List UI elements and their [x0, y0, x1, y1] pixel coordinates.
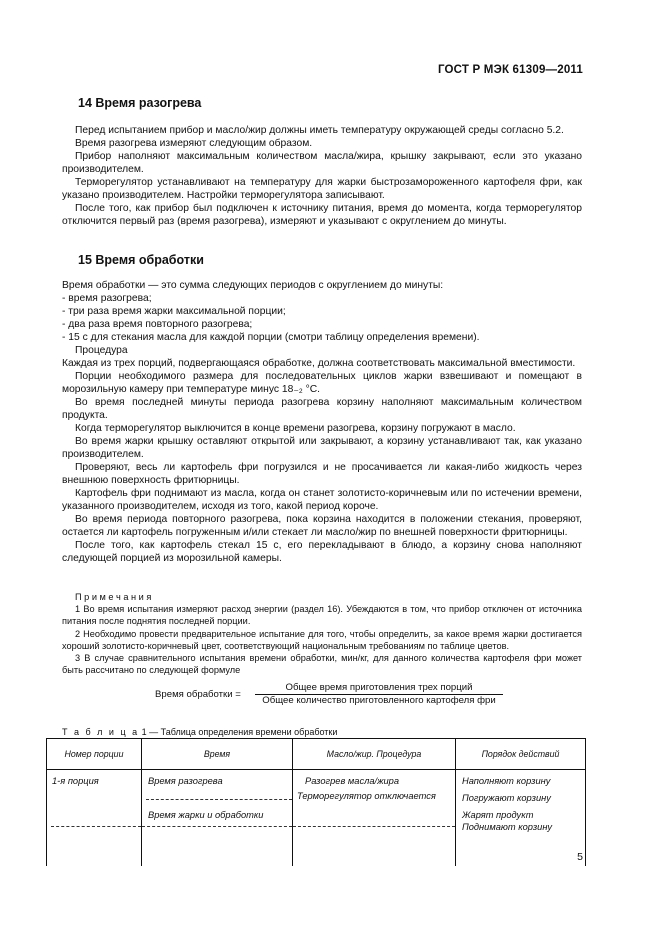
note-1: 1 Во время испытания измеряют расход энергии (раздел 16). Убеждаются в том, что прибор отключен от источника питания после поднятия последней порции. [62, 604, 582, 627]
note-2: 2 Необходимо провести предварительное испытание для того, чтобы определить, за какое время жарки достигается хороший золотисто-коричневый цвет, соответствующий национальным требованиям по таблице цветов. [62, 628, 582, 651]
document-header: ГОСТ Р МЭК 61309—2011 [437, 64, 583, 76]
action-immerse-basket: Погружают корзину [462, 793, 551, 803]
action-lift-basket: Поднимают корзину [462, 822, 553, 832]
col-header-time: Время [142, 739, 293, 770]
s14-para-5: После того, как прибор был подключен к источнику питания, время до момента, когда терморегулятор отключится первый раз (время разогрева), измеряют и указывают с округлением до минуты. [62, 203, 582, 227]
page-number: 5 [577, 851, 583, 863]
s15-para: Когда терморегулятор выключится в конце времени разогрева, корзину погружают в масло. [75, 423, 516, 434]
timing-table [46, 738, 586, 866]
table-row [47, 770, 586, 867]
s15-intro: Время обработки — это сумма следующих периодов с округлением до минуты: [62, 280, 444, 291]
section-15-body [62, 279, 582, 565]
s15-para: Картофель фри поднимают из масла, когда он станет золотисто-коричневым или по истечении времени, указанного производителем, исходя из того, какой период короче. [62, 488, 582, 512]
formula-numerator: Общее время приготовления трех порций [285, 682, 473, 693]
s15-para: После того, как картофель стекал 15 с, его перекладывают в блюдо, а корзину снова наполняют следующей порцией из морозильной камеры. [62, 540, 582, 564]
formula-denominator: Общее количество приготовленного картофеля фри [262, 695, 496, 706]
s15-para: Проверяют, весь ли картофель фри погрузился и не просачивается ли какая-либо жидкость через внешнюю поверхность фритюрницы. [62, 462, 582, 486]
cell-time [142, 770, 293, 867]
action-fry-product: Жарят продукт [462, 810, 534, 820]
col-header-actions: Порядок действий [456, 739, 586, 770]
s14-para-3: Прибор наполняют максимальным количеством масла/жира, крышку закрывают, если это указано производителем. [62, 151, 582, 175]
s14-para-4: Терморегулятор устанавливают на температуру для жарки быстрозамороженного картофеля фри, как указано производителем. Настройки терморегулятора записывают. [62, 177, 582, 201]
s15-list-item: - 15 с для стекания масла для каждой порции (смотри таблицу определения времени). [62, 332, 480, 343]
col-header-portion: Номер порции [47, 739, 142, 770]
dashed-divider [142, 826, 292, 827]
s15-list-item: - три раза время жарки максимальной порции; [62, 306, 286, 317]
cell-actions [456, 770, 586, 867]
dashed-divider [293, 826, 455, 827]
s15-para: Во время жарки крышку оставляют открытой или закрывают, а корзину устанавливают так, как указано производителем. [62, 436, 582, 460]
formula [155, 683, 515, 709]
notes-block [62, 591, 582, 676]
time-frying: Время жарки и обработки [148, 810, 264, 820]
cell-portion [47, 770, 142, 867]
table-caption [62, 727, 337, 737]
col-header-oil: Масло/жир. Процедура [293, 739, 456, 770]
s14-para-1: Перед испытанием прибор и масло/жир должны иметь температуру окружающей среды согласно 5.2. [75, 125, 564, 136]
s14-para-2: Время разогрева измеряют следующим образом. [75, 138, 313, 149]
table-caption-text: 1 — Таблица определения времени обработки [139, 727, 338, 737]
section-14-body [62, 124, 582, 228]
s15-para: Во время периода повторного разогрева, пока корзина находится в положении стекания, проверяют, остается ли картофель погруженным и/или стекает ли масло/жир по внешней поверхности фритюрницы. [62, 514, 582, 538]
s15-para: Порции необходимого размера для последовательных циклов жарки взвешивают и помещают в морозильную камеру при температуре минус 18₋₂ °С. [62, 371, 582, 395]
notes-label: П р и м е ч а н и я [75, 592, 152, 602]
note-3: 3 В случае сравнительного испытания времени обработки, мин/кг, для данного количества картофеля фри может быть рассчитано по следующей формуле [62, 653, 582, 676]
table-header-row [47, 739, 586, 770]
dashed-divider [146, 799, 292, 800]
formula-lhs: Время обработки = [155, 689, 241, 700]
s15-list-item: - два раза время повторного разогрева; [62, 319, 253, 330]
action-fill-basket: Наполняют корзину [462, 776, 551, 786]
s15-para: Во время последней минуты периода разогрева корзину наполняют максимальным количеством продукта. [62, 397, 582, 421]
time-preheat: Время разогрева [148, 776, 223, 786]
thermostat-off: Терморегулятор отключается [297, 791, 436, 801]
dashed-divider [51, 826, 141, 827]
portion-label: 1-я порция [52, 776, 99, 786]
table-caption-prefix: Т а б л и ц а [62, 727, 140, 737]
s15-para: Каждая из трех порций, подвергающаяся обработке, должна соответствовать максимальной вместимости. [62, 358, 576, 369]
s15-list-item: - время разогрева; [62, 293, 152, 304]
s15-procedure-label: Процедура [75, 345, 128, 356]
cell-oil [293, 770, 456, 867]
oil-heating: Разогрев масла/жира [305, 776, 400, 786]
section-14-title: 14 Время разогрева [78, 96, 202, 110]
section-15-title: 15 Время обработки [78, 253, 204, 267]
